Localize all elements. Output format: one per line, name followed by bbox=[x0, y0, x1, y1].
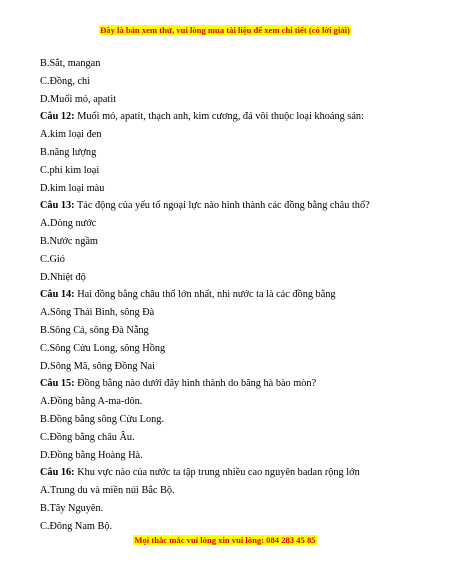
contact-notice-text: Mọi thắc mắc vui lòng xin vui lòng: 084 283 45 85 bbox=[134, 535, 316, 545]
option-line: A.kim loại đen bbox=[40, 129, 102, 141]
question-label: Câu 12: bbox=[40, 111, 75, 123]
option-line: B.năng lượng bbox=[40, 146, 97, 158]
question-13 bbox=[40, 197, 440, 215]
contact-notice-banner bbox=[0, 535, 450, 546]
option-line: D.Đồng bằng Hoàng Hà. bbox=[40, 449, 143, 461]
question-text: Hai đồng bằng châu thổ lớn nhất, nhì nước ta là các đồng bằng bbox=[74, 289, 336, 301]
question-14 bbox=[40, 286, 440, 304]
option-line: B.Tây Nguyên. bbox=[40, 502, 104, 514]
option-line: A.Dòng nước bbox=[40, 218, 97, 230]
question-12 bbox=[40, 108, 440, 126]
option-line: A.Đồng bằng A-ma-dôn. bbox=[40, 396, 143, 408]
option-line: C.Gió bbox=[40, 253, 65, 265]
preview-notice-banner bbox=[0, 25, 450, 36]
question-label: Câu 13: bbox=[40, 200, 75, 212]
question-15 bbox=[40, 375, 440, 393]
option-line: A.Sông Thái Bình, sông Đà bbox=[40, 307, 155, 319]
option-line: D.Sông Mã, sông Đồng Nai bbox=[40, 360, 155, 372]
question-label: Câu 16: bbox=[40, 467, 75, 479]
option-line: C.phi kim loại bbox=[40, 164, 100, 176]
option-line: B.Sông Cả, sông Đà Nẵng bbox=[40, 324, 149, 336]
question-text: Tác động của yếu tố ngoại lực nào hình thành các đồng bằng châu thổ? bbox=[74, 200, 370, 212]
option-line: D.kim loại màu bbox=[40, 182, 105, 194]
option-line: B.Đồng bằng sông Cửu Long. bbox=[40, 413, 164, 425]
question-label: Câu 14: bbox=[40, 289, 75, 301]
option-line: C.Đồng bằng châu Âu. bbox=[40, 431, 135, 443]
option-line: B.Nước ngầm bbox=[40, 235, 98, 247]
question-label: Câu 15: bbox=[40, 378, 75, 390]
document-body bbox=[40, 55, 440, 536]
option-line: C.Đông Nam Bộ. bbox=[40, 520, 113, 532]
preview-notice-text: Đây là bản xem thử, vui lòng mua tài liệu để xem chi tiết (có lời giải) bbox=[100, 25, 350, 35]
option-line: D.Muối mỏ, apatit bbox=[40, 93, 117, 105]
option-line: C.Sông Cửu Long, sông Hồng bbox=[40, 342, 166, 354]
question-text: Đồng bằng nào dưới đây hình thành do băng hà bào mòn? bbox=[74, 378, 317, 390]
question-text: Muối mỏ, apatit, thạch anh, kim cương, đá vôi thuộc loại khoáng sản: bbox=[74, 111, 364, 123]
option-line: D.Nhiệt độ bbox=[40, 271, 86, 283]
question-text: Khu vực nào của nước ta tập trung nhiều cao nguyên badan rộng lớn bbox=[74, 467, 360, 479]
option-line: C.Đồng, chì bbox=[40, 75, 91, 87]
question-16 bbox=[40, 464, 440, 482]
option-line: B.Sắt, mangan bbox=[40, 58, 101, 69]
option-line: A.Trung du và miền núi Bắc Bộ. bbox=[40, 485, 175, 497]
